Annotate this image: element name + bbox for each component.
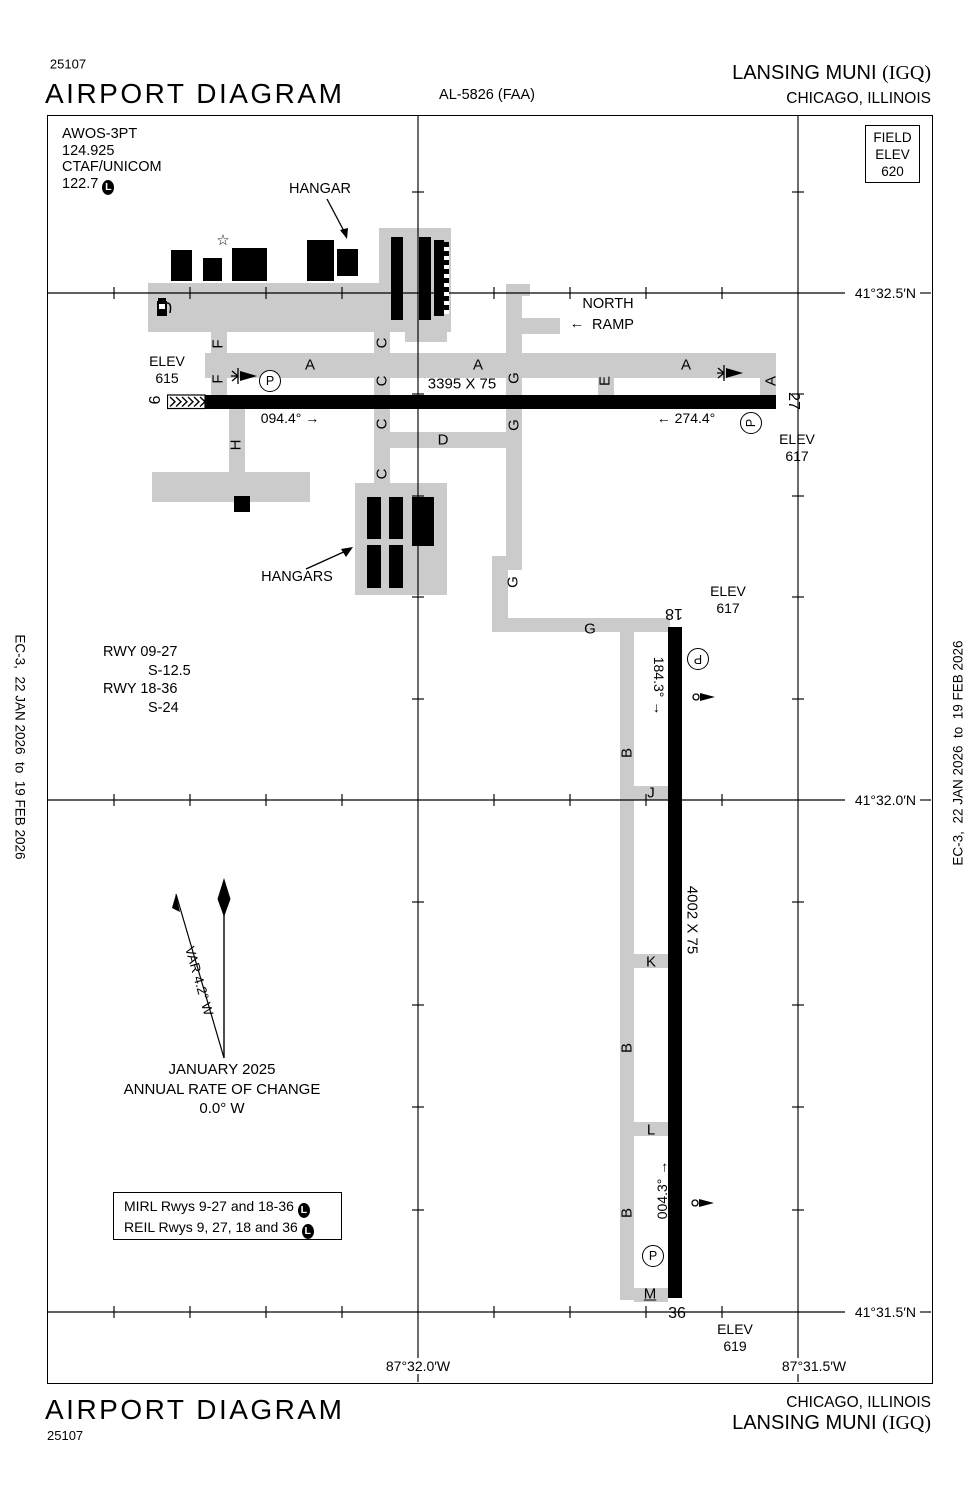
rwy-0927-label: RWY 09-27	[103, 644, 178, 660]
lighted-icon: L	[102, 180, 114, 195]
heading-004: 004.3° →	[654, 1160, 670, 1220]
airport-name-text: LANSING MUNI	[732, 1412, 877, 1434]
field-elev-word1: FIELD	[873, 130, 912, 145]
taxiway-label-a-4: A	[762, 375, 780, 387]
field-elev-value: 620	[881, 164, 904, 179]
taxiway-label-c-1: C	[373, 337, 391, 349]
taxiway-label-l: L	[646, 1121, 656, 1139]
elev-value: 617	[716, 600, 740, 616]
elev-value: 619	[723, 1338, 747, 1354]
variation-rate-label: ANNUAL RATE OF CHANGE	[123, 1080, 321, 1098]
effective-dates-right: EC-3, 22 JAN 2026 to 19 FEB 2026	[950, 640, 966, 866]
runway-end-18: 18	[665, 605, 683, 622]
hangar-building	[337, 249, 358, 276]
ctaf-freq: 122.7	[62, 175, 99, 192]
city-bottom: CHICAGO, ILLINOIS	[786, 1394, 931, 1411]
effective-dates-left: EC-3, 22 JAN 2026 to 19 FEB 2026	[12, 634, 28, 860]
taxiway-label-c-3: C	[373, 418, 391, 430]
beacon-icon-rwy9	[231, 366, 258, 386]
longitude-label-right: 87°31.5′W	[778, 1358, 850, 1374]
t-hangar	[391, 237, 403, 320]
page-title-bottom: AIRPORT DIAGRAM	[45, 1394, 345, 1425]
taxiway-label-e: E	[596, 375, 614, 387]
ctaf-freq-line	[62, 176, 162, 195]
beacon-icon-rwy27	[717, 363, 744, 383]
elev-rwy36	[717, 1321, 753, 1355]
north-variation-arrows	[152, 876, 282, 1068]
south-hangar	[412, 497, 434, 546]
runway-end-36: 36	[668, 1305, 686, 1322]
building	[203, 258, 222, 281]
rwy-1836-label: RWY 18-36	[103, 681, 178, 697]
parking-symbol-rwy36: P	[642, 1245, 664, 1267]
taxiway-label-c-4: C	[373, 468, 391, 480]
taxiway-label-j: J	[647, 784, 655, 802]
reil-text: REIL Rwys 9, 27, 18 and 36	[124, 1219, 298, 1235]
airport-name-bottom	[732, 1412, 931, 1435]
latitude-label-mid: 41°32.0′N	[851, 792, 920, 808]
building	[232, 248, 267, 281]
south-hangar	[389, 497, 403, 539]
south-hangar	[389, 545, 403, 588]
airport-icao-text: (IGQ)	[882, 62, 931, 84]
elev-rwy18	[710, 583, 746, 617]
variation-note	[92, 1060, 352, 1119]
sawtooth-hangar-teeth	[444, 242, 449, 314]
hangar-callout-arrow	[322, 196, 354, 244]
north-ramp-line2: RAMP	[592, 317, 634, 333]
hangars-callout: HANGARS	[261, 569, 333, 585]
variation-value: VAR 4.2° W	[182, 944, 217, 1018]
taxiway-label-g-4: G	[584, 620, 596, 638]
elev-label: ELEV	[779, 431, 815, 447]
parking-symbol-rwy18: P	[687, 648, 709, 670]
variation-rate-value: 0.0° W	[199, 1100, 245, 1117]
t-hangar	[419, 237, 431, 320]
taxiway-label-b-3: B	[618, 1207, 636, 1219]
runway-18-36	[668, 627, 682, 1298]
airport-name-text: LANSING MUNI	[732, 62, 877, 84]
comm-info	[62, 126, 162, 195]
chart-code-bottom: 25107	[47, 1428, 84, 1443]
field-elev-box	[865, 125, 920, 183]
chart-code-top: 25107	[49, 56, 87, 72]
runway-end-9: 9	[145, 395, 162, 405]
latitude-label-top: 41°32.5′N	[851, 285, 920, 301]
procedure-id: AL-5826 (FAA)	[439, 87, 535, 103]
variation-date: JANUARY 2025	[168, 1061, 276, 1078]
taxiway-label-a-1: A	[304, 356, 316, 374]
lighted-icon: L	[298, 1203, 310, 1218]
elev-label: ELEV	[710, 583, 746, 599]
taxiway-label-m: M	[643, 1285, 657, 1303]
elev-value: 617	[785, 448, 809, 464]
elev-rwy9	[149, 353, 185, 387]
awos-freq: 124.925	[62, 142, 115, 159]
taxiway-label-d: D	[437, 431, 449, 449]
building	[171, 250, 192, 281]
taxiway-label-g-1: G	[505, 372, 523, 384]
lighting-box	[113, 1192, 342, 1240]
runway-data-notes	[103, 643, 191, 717]
elev-rwy27	[779, 431, 815, 465]
taxiway-label-k: K	[645, 953, 657, 971]
runway-end-27: 27	[785, 392, 802, 410]
parking-symbol-rwy27: P	[740, 412, 762, 434]
city-top: CHICAGO, ILLINOIS	[786, 90, 931, 107]
runway-0927-dimension: 3395 X 75	[427, 375, 497, 393]
taxiway-label-c-2: C	[373, 375, 391, 387]
awos-label: AWOS-3PT	[62, 126, 138, 142]
fuel-pump-icon	[156, 295, 176, 319]
runway-1836-dimension: 4002 X 75	[683, 885, 701, 955]
hangar-callout: HANGAR	[288, 181, 352, 197]
runway-9-27	[205, 395, 776, 409]
elev-label: ELEV	[149, 353, 185, 369]
taxiway-label-f-2: F	[209, 374, 227, 384]
wind-cone-icon-rwy36	[691, 1195, 716, 1211]
elev-label: ELEV	[717, 1321, 753, 1337]
mirl-text: MIRL Rwys 9-27 and 18-36	[124, 1198, 294, 1214]
taxiway-label-g-2: G	[505, 419, 523, 431]
rwy-1836-strength: S-24	[148, 699, 179, 716]
elev-value: 615	[155, 370, 179, 386]
wind-cone-icon-rwy18	[692, 689, 717, 705]
heading-094: 094.4° →	[260, 410, 320, 426]
heading-274: ← 274.4°	[656, 410, 716, 426]
hangars-callout-arrow	[303, 540, 359, 574]
south-hangar	[367, 497, 381, 539]
reil-note	[124, 1218, 341, 1239]
page-title-top: AIRPORT DIAGRAM	[45, 78, 345, 109]
taxiway-label-b-2: B	[618, 1042, 636, 1054]
lighted-icon: L	[302, 1224, 314, 1239]
taxiway-label-a-2: A	[472, 356, 484, 374]
sawtooth-hangar	[434, 240, 444, 316]
longitude-label-left: 87°32.0′W	[382, 1358, 454, 1374]
airport-name-top	[732, 62, 931, 85]
rwy-0927-strength: S-12.5	[148, 662, 191, 679]
building	[234, 496, 250, 512]
ctaf-label: CTAF/UNICOM	[62, 159, 162, 175]
taxiway-label-b-1: B	[618, 747, 636, 759]
south-hangar	[367, 545, 381, 588]
parking-symbol-rwy9: P	[259, 370, 281, 392]
taxiway-label-h: H	[227, 439, 245, 451]
latitude-label-bot: 41°31.5′N	[851, 1304, 920, 1320]
field-elev-word2: ELEV	[875, 147, 910, 162]
hangar-building	[307, 240, 334, 281]
taxiway-label-f-1: F	[209, 339, 227, 349]
displaced-threshold	[167, 394, 206, 410]
north-ramp-line1: NORTH	[582, 296, 634, 312]
taxiway-label-a-3: A	[680, 356, 692, 374]
airport-icao-text: (IGQ)	[882, 1412, 931, 1434]
star-icon: ☆	[216, 232, 230, 249]
mirl-note	[124, 1197, 341, 1218]
north-ramp-arrow: ←	[569, 316, 585, 332]
taxiway-label-g-3: G	[504, 576, 522, 588]
heading-184: 184.3° →	[651, 656, 667, 716]
